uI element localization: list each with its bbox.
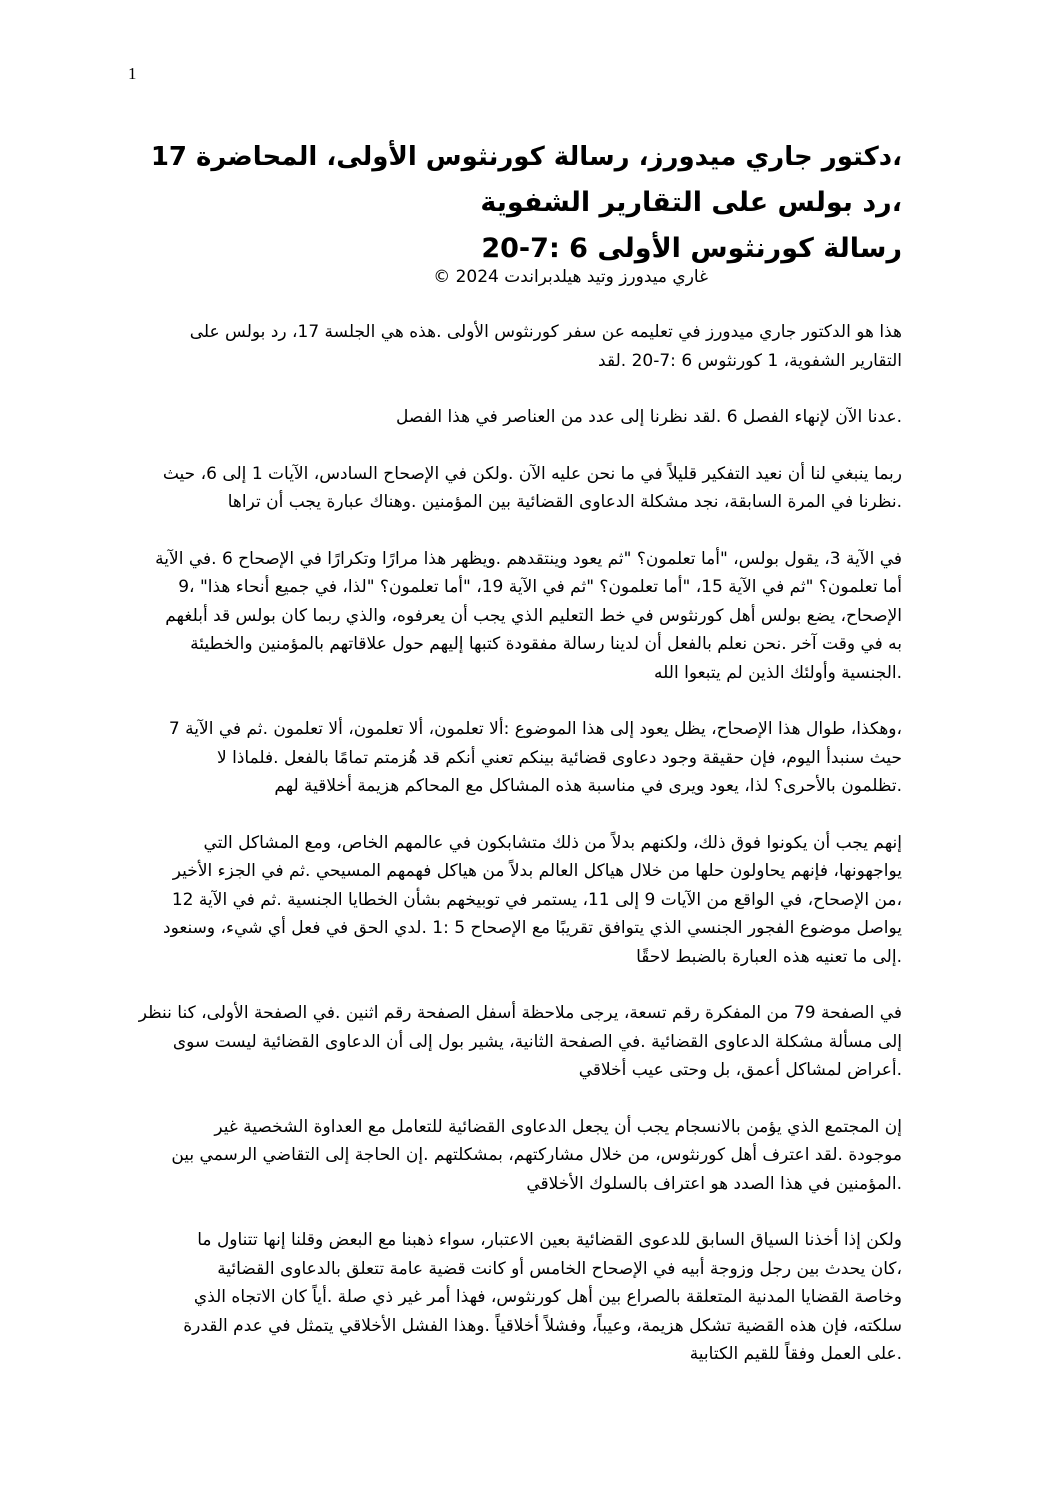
text-line: موجودة .لقد اعترف أهل كورنثوس، من خلال مشاركتهم، بمشكلتهم .إن الحاجة إلى التقاضي الرسمي بين bbox=[171, 1145, 902, 1165]
text-line: يواصل موضوع الفجور الجنسي الذي يتوافق تقريبًا مع الإصحاح 5 :1 .لدي الحق في فعل أي شيء، وسنعود bbox=[163, 918, 902, 938]
text-line: .على العمل وفقاً للقيم الكتابية bbox=[689, 1344, 902, 1364]
text-line: به في وقت آخر .نحن نعلم بالفعل أن لدينا رسالة مفقودة كتبها إليهم حول علاقاتهم بالمؤمنين والخطيئة bbox=[190, 634, 902, 654]
text-line: هذا هو الدكتور جاري ميدورز في تعليمه عن سفر كورنثوس الأولى .هذه هي الجلسة 17، رد بولس على bbox=[189, 322, 902, 342]
paragraph bbox=[128, 829, 902, 972]
text-line: الإصحاح، يضع بولس أهل كورنثوس في خط التعليم الذي يجب أن يعرفوه، والذي ربما كان بولس قد أبلغهم bbox=[165, 605, 902, 626]
text-line: سلكته، فإن هذه القضية تشكل هزيمة، وعيباً، وفشلاً أخلاقياً .وهذا الفشل الأخلاقي يتمثل في عدم القدرة bbox=[183, 1315, 902, 1336]
title-line: رسالة كورنثوس الأولى 6 :7-20 bbox=[481, 233, 902, 264]
text-line: .تظلمون بالأحرى؟ لذا، يعود ويرى في مناسبة هذه المشاكل مع المحاكم هزيمة أخلاقية لهم bbox=[274, 776, 902, 796]
paragraph bbox=[128, 545, 902, 688]
text-line: ربما ينبغي لنا أن نعيد التفكير قليلاً في ما نحن عليه الآن .ولكن في الإصحاح السادس، الآيات 1 إلى 6، حيث bbox=[162, 463, 902, 484]
text-line: .المؤمنين في هذا الصدد هو اعتراف بالسلوك الأخلاقي bbox=[526, 1173, 902, 1194]
text-line: ،كان يحدث بين رجل وزوجة أبيه في الإصحاح الخامس أو كانت قضية عامة تتعلق بالدعاوى القضائية bbox=[217, 1258, 902, 1279]
text-line: .نظرنا في المرة السابقة، نجد مشكلة الدعاوى القضائية بين المؤمنين .وهناك عبارة يجب أن تراها bbox=[227, 492, 902, 512]
text-line: إنهم يجب أن يكونوا فوق ذلك، ولكنهم بدلاً من ذلك متشابكون في عالمهم الخاص، ومع المشاكل التي bbox=[203, 832, 902, 853]
text-line: وخاصة القضايا المدنية المتعلقة بالصراع بين أهل كورنثوس، فهذا أمر غير ذي صلة .أياً كان الاتجاه الذي bbox=[193, 1287, 902, 1307]
text-line: ،وهكذا، طوال هذا الإصحاح، يظل يعود إلى هذا الموضوع :ألا تعلمون، ألا تعلمون، ألا تعلمون .ثم في الآية 7 bbox=[168, 719, 902, 739]
paragraph-intro bbox=[128, 318, 902, 375]
text-line: .إلى ما تعنيه هذه العبارة بالضبط لاحقًا bbox=[636, 946, 902, 967]
text-line: ،من الإصحاح، في الواقع من الآيات 9 إلى 11، يستمر في توبيخهم بشأن الخطايا الجنسية .ثم في الآية 12 bbox=[171, 889, 902, 910]
document-body bbox=[128, 318, 902, 1397]
paragraph bbox=[128, 403, 902, 432]
paragraph bbox=[128, 1226, 902, 1369]
paragraph bbox=[128, 715, 902, 801]
title-line: ،رد بولس على التقارير الشفوية bbox=[480, 187, 902, 218]
paragraph bbox=[128, 1113, 902, 1199]
copyright-line: غاري ميدورز وتيد هيلدبراندت 2024 © bbox=[433, 267, 708, 287]
text-line: التقارير الشفوية، 1 كورنثوس 6 :7-20 .لقد bbox=[598, 350, 902, 371]
page-number: 1 bbox=[128, 64, 137, 83]
paragraph bbox=[128, 999, 902, 1085]
text-line: .أعراض لمشاكل أعمق، بل وحتى عيب أخلاقي bbox=[578, 1060, 902, 1080]
text-line: ولكن إذا أخذنا السياق السابق للدعوى القضائية بعين الاعتبار، سواء ذهبنا مع البعض وقلنا إنها تتناول ما bbox=[197, 1230, 902, 1250]
text-line: حيث سنبدأ اليوم، فإن حقيقة وجود دعاوى قضائية بينكم تعني أنكم قد هُزمتم تمامًا بالفعل .فلماذا لا bbox=[217, 747, 902, 768]
text-line: في الآية 3، يقول بولس، "أما تعلمون؟ "ثم يعود وينتقدهم .ويظهر هذا مرارًا وتكرارًا في الإصحاح 6 .في الآية bbox=[155, 548, 902, 569]
text-line: أما تعلمون؟ "ثم في الآية 15، "أما تعلمون؟ "ثم في الآية 19، "أما تعلمون؟ "لذا، في جميع أنحاء هذا" ،9 bbox=[178, 577, 902, 597]
title-line: ،دكتور جاري ميدورز، رسالة كورنثوس الأولى، المحاضرة 17 bbox=[150, 142, 902, 172]
paragraph bbox=[128, 460, 902, 517]
text-line: .عدنا الآن لإنهاء الفصل 6 .لقد نظرنا إلى عدد من العناصر في هذا الفصل bbox=[395, 407, 902, 427]
lecture-title bbox=[150, 134, 902, 272]
text-line: يواجهونها، فإنهم يحاولون حلها من خلال هياكل العالم بدلاً من هياكل فهمهم المسيحي .ثم في الجزء الأخير bbox=[172, 861, 902, 881]
text-line: إن المجتمع الذي يؤمن بالانسجام يجب أن يجعل الدعاوى القضائية للتعامل مع العداوة الشخصية غير bbox=[214, 1116, 902, 1137]
text-line: في الصفحة 79 من المفكرة رقم تسعة، يرجى ملاحظة أسفل الصفحة رقم اثنين .في الصفحة الأولى، كنا ننظر bbox=[138, 1003, 902, 1023]
text-line: إلى مسألة مشكلة الدعاوى القضائية .في الصفحة الثانية، يشير بول إلى أن الدعاوى القضائية ليست سوى bbox=[172, 1031, 902, 1052]
text-line: .الجنسية وأولئك الذين لم يتبعوا الله bbox=[654, 662, 902, 683]
